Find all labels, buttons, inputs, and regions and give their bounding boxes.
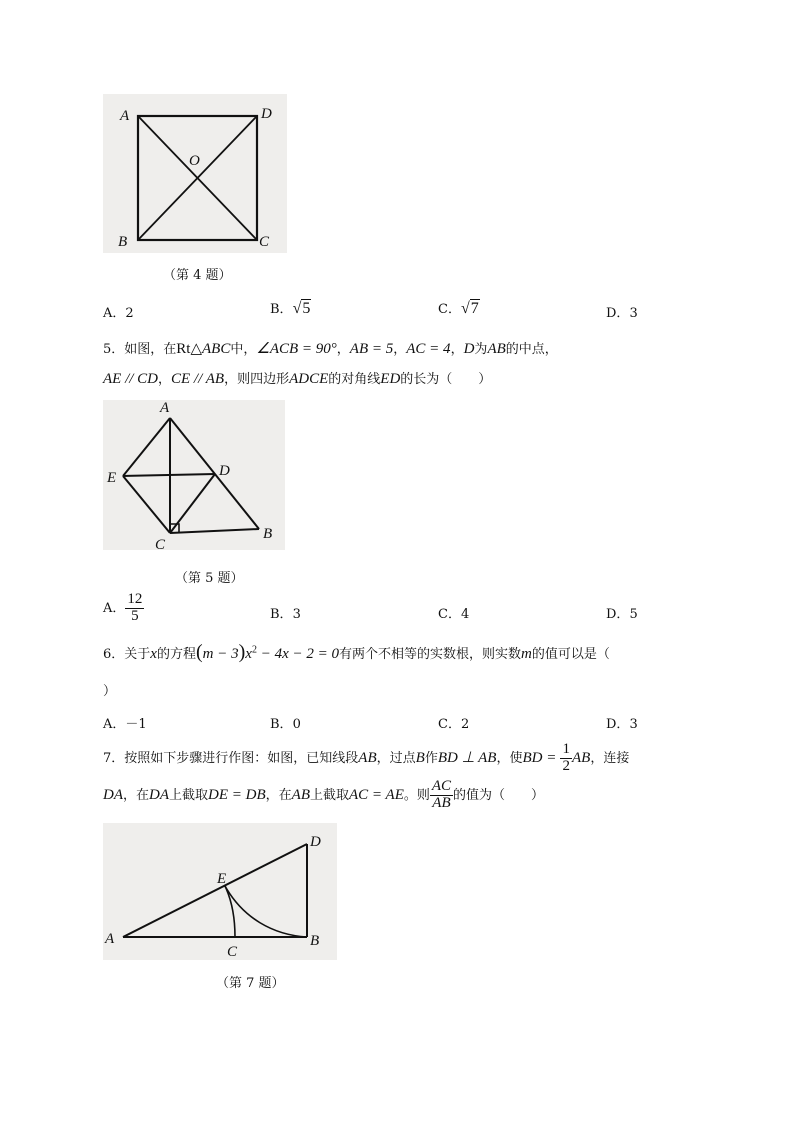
q4-option-d: D．3 [606, 306, 638, 321]
q6-option-b: B．0 [270, 717, 301, 732]
arc-eb [225, 886, 307, 937]
q7-line-1: 7．按照如下步骤进行作图：如图，已知线段AB，过点B作BD ⊥ AB，使BD = $\frac{1}{2}$ AB，连接 [103, 741, 630, 774]
label-d: D [261, 106, 272, 122]
segment-cb [170, 529, 259, 533]
figure-q7-svg [103, 823, 337, 960]
q6-line-2: ） [103, 684, 117, 699]
label-b: B [118, 234, 128, 250]
q4-option-b: B．√5 [270, 300, 311, 317]
label-d: D [219, 463, 230, 479]
segment-ae [123, 418, 170, 476]
q7-line-2: DA，在DA上截取DE = DB，在AB上截取AC = AE。则 $\frac{AC}{AB}$ 的值为（ ） [103, 778, 545, 811]
q5-option-c: C．4 [438, 607, 470, 622]
label-c: C [227, 944, 238, 960]
caption-q4: （第 4 题） [163, 268, 232, 283]
label-b: B [263, 526, 273, 542]
sqrt-symbol: √7 [460, 300, 479, 317]
sqrt-symbol: √5 [292, 300, 311, 317]
label-e: E [107, 470, 117, 486]
label-a: A [160, 400, 170, 416]
segment-ec [123, 476, 170, 533]
q4-option-c: C．√7 [438, 300, 479, 317]
q5-line-1: 5．如图，在Rt△ABC中，∠ACB = 90°，AB = 5，AC = 4，D为AB的中点， [103, 341, 558, 357]
label-a: A [105, 931, 115, 947]
label-b: B [310, 933, 320, 949]
figure-q4 [103, 94, 287, 253]
q4-option-a: A．2 [103, 306, 134, 321]
q6-option-c: C．2 [438, 717, 470, 732]
label-e: E [217, 871, 227, 887]
label-o: O [189, 153, 200, 169]
figure-q4-svg [103, 94, 287, 253]
q6-option-a: A．－1 [103, 717, 147, 732]
label-d: D [310, 834, 321, 850]
label-c: C [155, 537, 166, 550]
q5-option-d: D．5 [606, 607, 638, 622]
fraction-one-half: $\frac{1}{2}$ [562, 741, 570, 774]
figure-q5-svg [103, 400, 285, 550]
segment-ed [123, 474, 215, 476]
fraction-12-5: $\frac{12}{5}$ [127, 591, 143, 624]
segment-ad [123, 844, 307, 937]
figure-q5 [103, 400, 285, 550]
q5-line-2: AE // CD，CE // AB，则四边形ADCE的对角线ED的长为（ ） [103, 371, 492, 387]
label-a: A [120, 108, 130, 124]
figure-q7 [103, 823, 337, 960]
q6-option-d: D．3 [606, 717, 638, 732]
label-c: C [259, 234, 270, 250]
q6-line-1: 6．关于x的方程$(m - 3)x^2 - 4x - 2 = 0$有两个不相等的实数根，则实数m的值可以是（ [103, 641, 610, 663]
q5-option-b: B．3 [270, 607, 301, 622]
fraction-ac-ab: $\frac{AC}{AB}$ [431, 778, 452, 811]
caption-q5: （第 5 题） [175, 571, 244, 586]
caption-q7: （第 7 题） [216, 976, 285, 991]
q5-option-a: A． $\frac{12}{5}$ [103, 591, 143, 624]
